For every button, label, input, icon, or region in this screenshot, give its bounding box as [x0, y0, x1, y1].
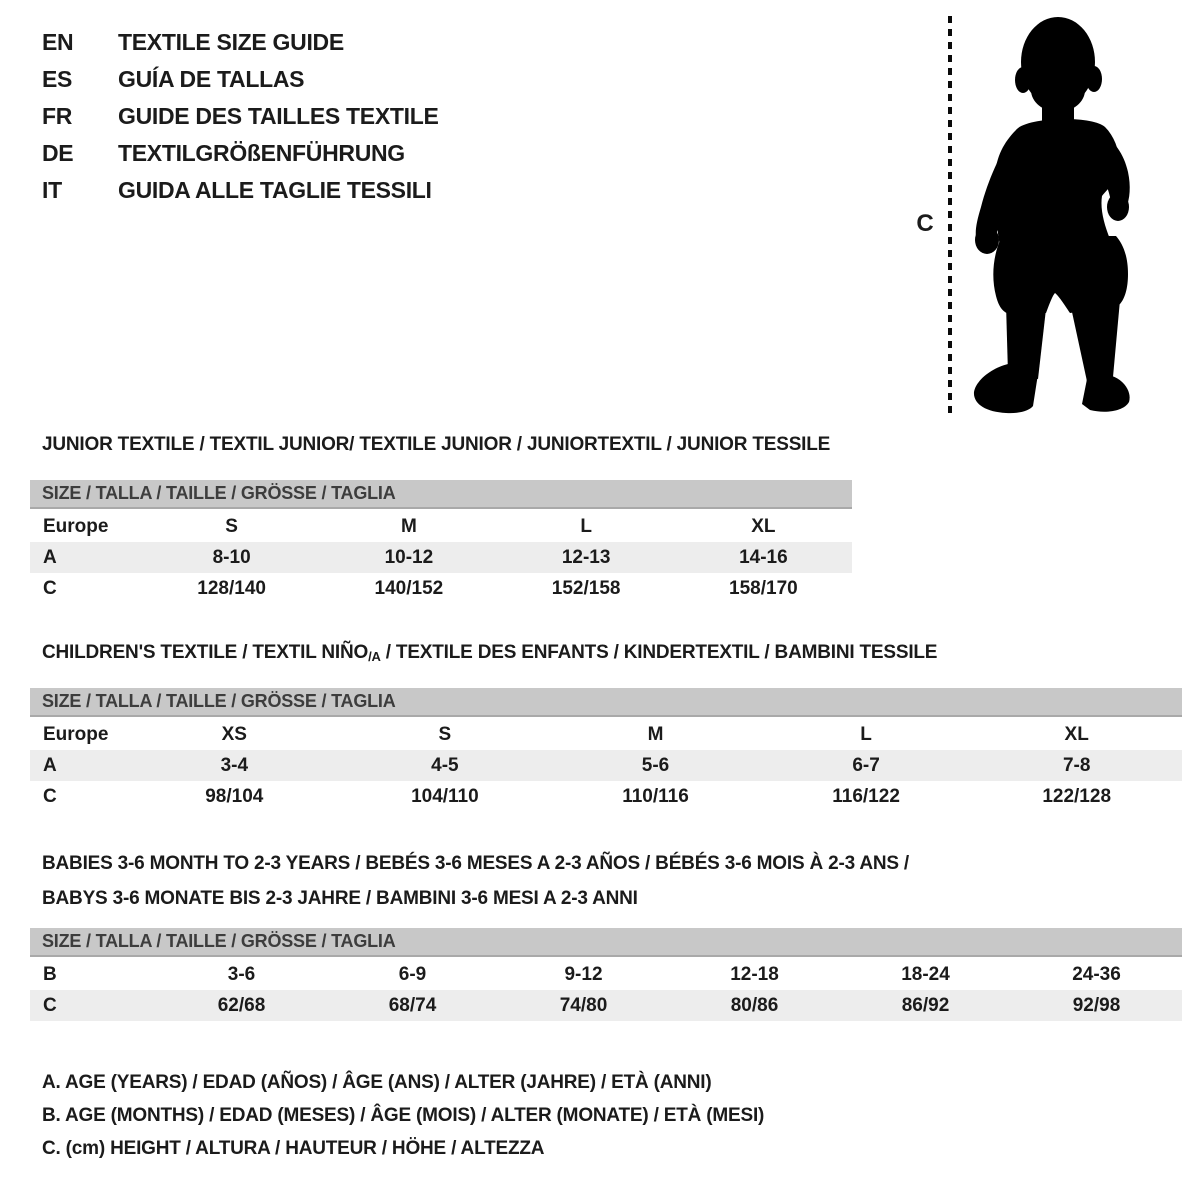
table-cell: 80/86 [730, 994, 779, 1016]
table-cell: 8-10 [212, 546, 251, 568]
height-measure-line [948, 16, 952, 416]
toddler-foot-left [974, 364, 1038, 413]
row-label: A [43, 754, 57, 776]
table-cell: 24-36 [1072, 963, 1121, 985]
row-label: A [43, 546, 57, 568]
babies-title-line1: BABIES 3-6 MONTH TO 2-3 YEARS / BEBÉS 3-6 MESES A 2-3 AÑOS / BÉBÉS 3-6 MOIS À 2-3 ANS / [42, 853, 910, 874]
children-section-title [42, 642, 937, 664]
lang-title: TEXTILE SIZE GUIDE [118, 29, 344, 55]
row-label: Europe [43, 723, 109, 745]
table-cell: 152/158 [551, 577, 621, 599]
table-row [30, 542, 852, 573]
table-cell: M [647, 723, 664, 745]
table-cell: 5-6 [641, 754, 670, 776]
table-cell: 6-7 [852, 754, 880, 776]
language-header [42, 24, 439, 209]
table-row [30, 781, 1182, 812]
legend-item-a: A. AGE (YEARS) / EDAD (AÑOS) / ÂGE (ANS) / ALTER (JAHRE) / ETÀ (ANNI) [42, 1072, 712, 1093]
table-cell: 74/80 [559, 994, 608, 1016]
lang-row-it [42, 172, 439, 209]
lang-title: TEXTILGRÖßENFÜHRUNG [118, 140, 405, 166]
table-row [30, 573, 852, 604]
table-row [30, 750, 1182, 781]
lang-title: GUIDA ALLE TAGLIE TESSILI [118, 177, 432, 203]
table-cell: 3-4 [220, 754, 249, 776]
children-title-suffix: / TEXTILE DES ENFANTS / KINDERTEXTIL / BAMBINI TESSILE [380, 642, 938, 663]
table-cell: 7-8 [1062, 754, 1091, 776]
lang-code: FR [42, 103, 73, 129]
children-title-sub: /A [368, 649, 381, 664]
table-cell: 12-13 [561, 546, 611, 568]
table-cell: 104/110 [411, 785, 479, 807]
lang-row-de [42, 135, 439, 172]
table-cell: M [400, 515, 417, 537]
table-cell: 68/74 [388, 994, 437, 1016]
babies-title-line2: BABYS 3-6 MONATE BIS 2-3 JAHRE / BAMBINI 3-6 MESI A 2-3 ANNI [42, 888, 638, 909]
table-cell: 4-5 [431, 754, 459, 776]
table-cell: 12-18 [730, 963, 779, 985]
table-cell: XS [221, 723, 247, 745]
babies-section-title [42, 846, 909, 916]
babies-size-table [30, 928, 1182, 1021]
table-row [30, 511, 852, 542]
lang-row-en [42, 24, 439, 61]
row-label: C [43, 577, 57, 599]
table-cell: S [225, 515, 238, 537]
lang-title: GUÍA DE TALLAS [118, 66, 305, 92]
legend-item-c: C. (cm) HEIGHT / ALTURA / HAUTEUR / HÖHE / ALTEZZA [42, 1138, 545, 1159]
table-cell: XL [1064, 723, 1089, 745]
junior-size-table [30, 480, 852, 604]
table-cell: 86/92 [901, 994, 950, 1016]
lang-code: EN [42, 29, 74, 55]
table-cell: 140/152 [374, 577, 444, 599]
table-cell: 10-12 [384, 546, 434, 568]
children-size-table [30, 688, 1182, 812]
measure-legend [42, 1066, 764, 1165]
table-cell: L [860, 723, 872, 745]
table-row [30, 719, 1182, 750]
table-cell: 14-16 [739, 546, 788, 568]
table-cell: 62/68 [217, 994, 266, 1016]
table-cell: 3-6 [227, 963, 256, 985]
lang-code: ES [42, 66, 73, 92]
table-cell: S [438, 723, 452, 745]
toddler-foot-right [1082, 374, 1130, 412]
lang-row-es [42, 61, 439, 98]
table-cell: XL [751, 515, 776, 537]
row-label: B [43, 963, 57, 985]
table-cell: 122/128 [1042, 785, 1112, 807]
children-title-prefix: CHILDREN'S TEXTILE / TEXTIL NIÑO [42, 642, 369, 663]
lang-code: DE [42, 140, 74, 166]
table-cell: 98/104 [205, 785, 264, 807]
table-cell: 92/98 [1072, 994, 1121, 1016]
legend-item-b: B. AGE (MONTHS) / EDAD (MESES) / ÂGE (MOIS) / ALTER (MONATE) / ETÀ (MESI) [42, 1105, 765, 1126]
table-row [30, 959, 1182, 990]
table-cell: 6-9 [398, 963, 427, 985]
size-header-bar: SIZE / TALLA / TAILLE / GRÖSSE / TAGLIA [30, 928, 1182, 957]
junior-section-title: JUNIOR TEXTILE / TEXTIL JUNIOR/ TEXTILE JUNIOR / JUNIORTEXTIL / JUNIOR TESSILE [42, 434, 831, 455]
table-cell: 110/116 [622, 785, 689, 807]
row-label: C [43, 785, 57, 807]
lang-title: GUIDE DES TAILLES TEXTILE [118, 103, 439, 129]
height-measure-label: C [916, 210, 934, 237]
table-row [30, 990, 1182, 1021]
table-cell: 116/122 [832, 785, 900, 807]
size-header-bar: SIZE / TALLA / TAILLE / GRÖSSE / TAGLIA [30, 480, 852, 509]
lang-code: IT [42, 177, 62, 203]
size-header-bar: SIZE / TALLA / TAILLE / GRÖSSE / TAGLIA [30, 688, 1182, 717]
toddler-silhouette [962, 14, 1140, 422]
row-label: C [43, 994, 57, 1016]
table-cell: L [580, 515, 592, 537]
table-cell: 158/170 [729, 577, 798, 599]
table-cell: 18-24 [901, 963, 950, 985]
toddler-shorts [993, 236, 1128, 314]
table-cell: 128/140 [197, 577, 266, 599]
lang-row-fr [42, 98, 439, 135]
row-label: Europe [43, 515, 109, 537]
table-cell: 9-12 [564, 963, 603, 985]
